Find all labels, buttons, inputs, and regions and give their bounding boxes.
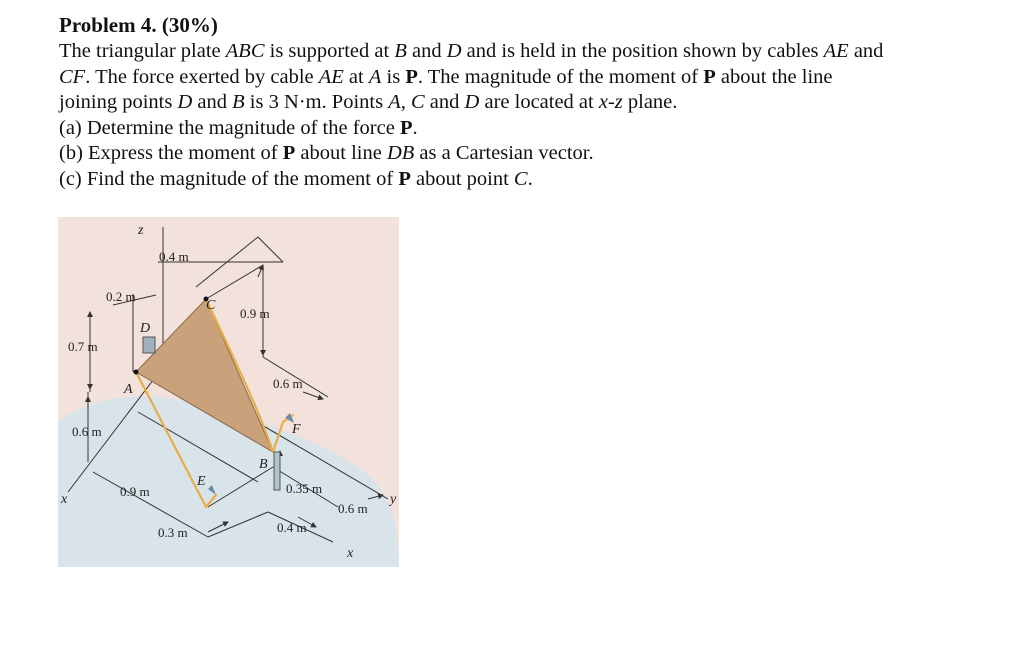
- part-a: [59, 116, 999, 142]
- text-segment: ABC: [225, 40, 265, 62]
- point-label-d: D: [140, 321, 151, 336]
- text-segment: about point: [410, 167, 514, 190]
- text-segment: . The force exerted by cable: [85, 65, 319, 88]
- text-segment: D: [446, 40, 462, 62]
- text-segment: plane.: [622, 91, 678, 113]
- statement-line: [59, 65, 999, 91]
- point-label-a: A: [124, 382, 133, 397]
- text-segment: and: [424, 91, 465, 113]
- text-segment: P: [398, 167, 411, 190]
- text-segment: P: [399, 116, 413, 139]
- text-segment: is: [381, 65, 406, 88]
- text-segment: The triangular plate: [59, 40, 226, 62]
- point-label-b: B: [259, 457, 268, 472]
- text-segment: A: [368, 65, 382, 88]
- dim-label-0.4m-bottom: 0.4 m: [277, 520, 307, 535]
- support-d-bracket: [143, 337, 155, 353]
- text-segment: and: [848, 40, 884, 62]
- text-segment: (b) Express the moment of: [59, 142, 283, 164]
- problem-body: [59, 39, 999, 192]
- text-segment: P: [703, 65, 716, 88]
- text-segment: P: [405, 65, 418, 88]
- text-segment: C: [513, 167, 528, 190]
- dim-label-0.4m-top: 0.4 m: [159, 249, 189, 264]
- point-label-e: E: [197, 474, 206, 489]
- axis-label-y: y: [390, 492, 397, 507]
- axis-label-x-bottom: x: [347, 546, 354, 561]
- statement-line: [59, 39, 999, 65]
- dim-label-0.6m-left: 0.6 m: [72, 424, 102, 439]
- text-segment: D: [177, 91, 193, 113]
- figure-svg: [58, 217, 399, 567]
- axis-label-z: z: [138, 223, 144, 238]
- text-segment: about the line: [715, 65, 833, 88]
- text-segment: B: [232, 91, 245, 113]
- point-label-c: C: [206, 298, 216, 313]
- statement-line: [59, 90, 999, 116]
- text-segment: is supported at: [264, 40, 395, 62]
- part-b: [59, 141, 999, 167]
- support-b-post: [274, 452, 280, 490]
- dim-label-0.35m: 0.35 m: [286, 481, 323, 496]
- problem-title: Problem 4. (30%): [59, 13, 218, 37]
- point-a-dot: [134, 370, 139, 375]
- text-segment: x-z: [598, 91, 623, 113]
- axis-label-x-left: x: [61, 492, 68, 507]
- text-segment: AE: [318, 65, 344, 88]
- dim-label-0.3m: 0.3 m: [158, 525, 188, 540]
- text-segment: about line: [295, 142, 387, 164]
- problem-statement: [59, 12, 999, 192]
- text-segment: (a) Determine the magnitude of the force: [59, 116, 400, 139]
- dim-label-0.9m-bottom: 0.9 m: [120, 484, 150, 499]
- text-segment: CF: [59, 65, 86, 88]
- dim-label-0.2m: 0.2 m: [106, 289, 136, 304]
- text-segment: ,: [400, 91, 411, 113]
- text-segment: .: [412, 116, 418, 139]
- text-segment: are located at: [479, 91, 599, 113]
- text-segment: joining points: [59, 91, 178, 113]
- plate-figure: [58, 217, 399, 567]
- dim-label-0.7m: 0.7 m: [68, 339, 98, 354]
- text-segment: and is held in the position shown by cables: [461, 40, 824, 62]
- dim-label-0.9m-right: 0.9 m: [240, 306, 270, 321]
- point-label-f: F: [292, 422, 301, 437]
- dim-label-0.6m-right: 0.6 m: [273, 376, 303, 391]
- text-segment: A: [388, 91, 401, 113]
- text-segment: AE: [823, 40, 849, 62]
- text-segment: .: [527, 167, 533, 190]
- text-segment: . The magnitude of the moment of: [417, 65, 704, 88]
- text-segment: D: [464, 91, 480, 113]
- text-segment: as a Cartesian vector.: [414, 142, 594, 164]
- text-segment: DB: [386, 142, 415, 164]
- text-segment: and: [406, 40, 447, 62]
- text-segment: is 3 N·m. Points: [244, 91, 389, 113]
- part-c: [59, 167, 999, 193]
- dim-label-0.6m-far: 0.6 m: [338, 501, 368, 516]
- text-segment: (c) Find the magnitude of the moment of: [59, 167, 399, 190]
- text-segment: C: [410, 91, 425, 113]
- text-segment: B: [394, 40, 407, 62]
- text-segment: and: [192, 91, 233, 113]
- text-segment: at: [343, 65, 369, 88]
- text-segment: P: [282, 142, 296, 164]
